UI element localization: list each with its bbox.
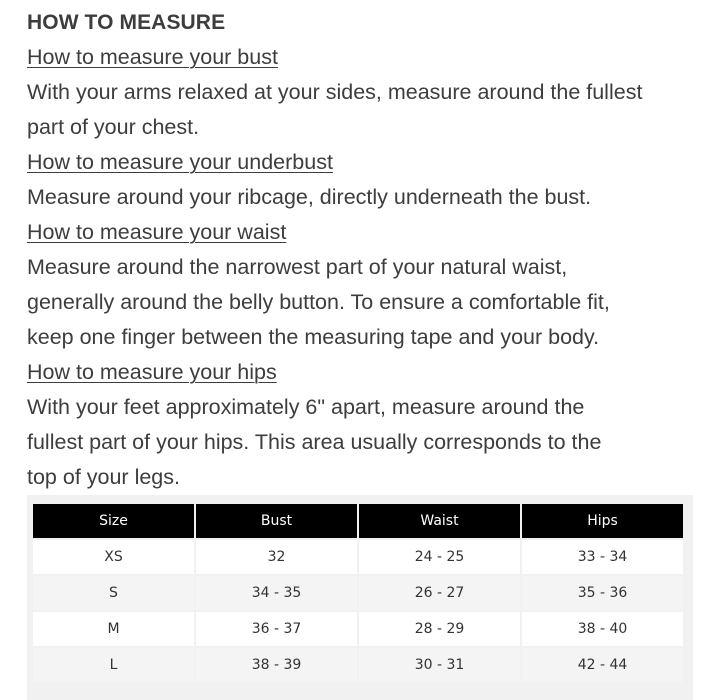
how-to-measure-content (27, 6, 707, 495)
page-title: HOW TO MEASURE (27, 11, 226, 34)
cell-size: L (33, 648, 194, 682)
cell-size: S (33, 576, 194, 610)
size-table (31, 502, 685, 684)
cell-bust: 38 - 39 (196, 648, 357, 682)
table-row (33, 648, 683, 682)
cell-waist: 28 - 29 (359, 612, 520, 646)
table-row (33, 540, 683, 574)
hips-text-line-1: With your feet approximately 6" apart, measure around the (27, 395, 585, 419)
cell-hips: 42 - 44 (522, 648, 683, 682)
header-hips: Hips (522, 504, 683, 538)
cell-hips: 35 - 36 (522, 576, 683, 610)
bust-section (27, 40, 707, 145)
cell-size: XS (33, 540, 194, 574)
waist-text-line-3: keep one finger between the measuring tape and your body. (27, 325, 600, 349)
hips-section (27, 355, 707, 495)
cell-hips: 33 - 34 (522, 540, 683, 574)
underbust-section (27, 145, 707, 215)
size-chart (27, 495, 693, 700)
waist-link[interactable]: How to measure your waist (27, 220, 287, 244)
table-header-row (33, 504, 683, 538)
bust-text-line-1: With your arms relaxed at your sides, measure around the fullest (27, 80, 643, 104)
hips-text-line-2: fullest part of your hips. This area usually corresponds to the (27, 430, 602, 454)
underbust-link[interactable]: How to measure your underbust (27, 150, 333, 174)
cell-waist: 24 - 25 (359, 540, 520, 574)
waist-text-line-2: generally around the belly button. To ensure a comfortable fit, (27, 290, 610, 314)
waist-section (27, 215, 707, 355)
header-bust: Bust (196, 504, 357, 538)
cell-waist: 26 - 27 (359, 576, 520, 610)
bust-text-line-2: part of your chest. (27, 115, 200, 139)
hips-text-line-3: top of your legs. (27, 465, 180, 489)
underbust-text-line-1: Measure around your ribcage, directly underneath the bust. (27, 185, 592, 209)
bust-link[interactable]: How to measure your bust (27, 45, 278, 69)
cell-size: M (33, 612, 194, 646)
table-row (33, 576, 683, 610)
cell-bust: 32 (196, 540, 357, 574)
cell-bust: 36 - 37 (196, 612, 357, 646)
table-row (33, 612, 683, 646)
header-waist: Waist (359, 504, 520, 538)
cell-hips: 38 - 40 (522, 612, 683, 646)
waist-text-line-1: Measure around the narrowest part of your natural waist, (27, 255, 568, 279)
hips-link[interactable]: How to measure your hips (27, 360, 277, 384)
cell-bust: 34 - 35 (196, 576, 357, 610)
header-size: Size (33, 504, 194, 538)
cell-waist: 30 - 31 (359, 648, 520, 682)
